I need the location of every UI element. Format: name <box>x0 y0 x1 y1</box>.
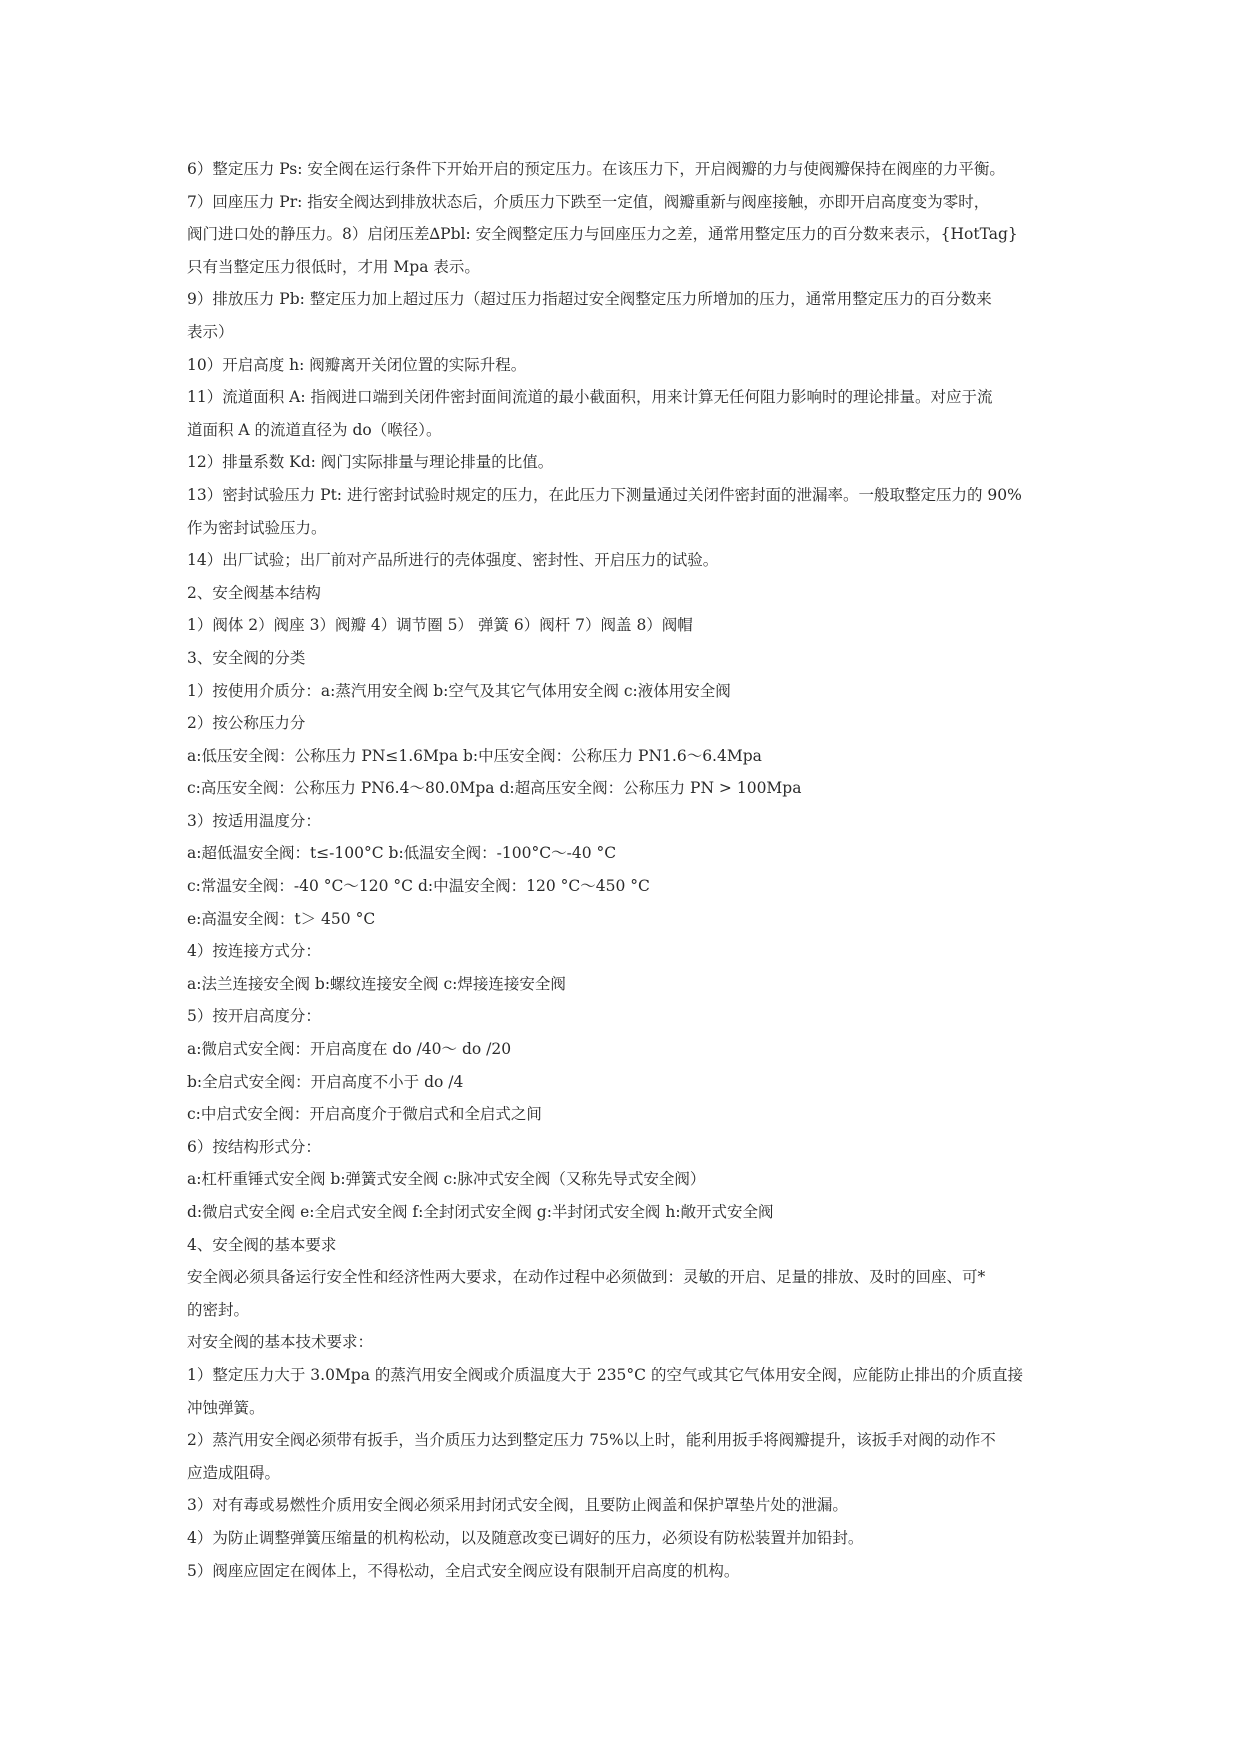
text-line: 表示） <box>187 322 234 341</box>
text-line: 12）排量系数 Kd: 阀门实际排量与理论排量的比值。 <box>187 453 554 472</box>
text-line: 4）为防止调整弹簧压缩量的机构松动，以及随意改变已调好的压力，必须设有防松装置并加铅封。 <box>187 1528 864 1547</box>
text-line: 5）按开启高度分： <box>187 1007 321 1026</box>
text-line: 6）整定压力 Ps: 安全阀在运行条件下开始开启的预定压力。在该压力下，开启阀瓣的力与使阀瓣保持在阀座的力平衡。 <box>187 160 1005 178</box>
text-line: 3）对有毒或易燃性介质用安全阀必须采用封闭式安全阀，且要防止阀盖和保护罩垫片处的泄漏。 <box>187 1496 848 1515</box>
text-line: 4）按连接方式分： <box>187 942 321 961</box>
text-line: 11）流道面积 A: 指阀进口端到关闭件密封面间流道的最小截面积，用来计算无任何阻力影响时的理论排量。对应于流 <box>187 388 993 407</box>
text-line: b:全启式安全阀：开启高度不小于 do /4 <box>187 1072 464 1091</box>
text-line: 9）排放压力 Pb: 整定压力加上超过压力（超过压力指超过安全阀整定压力所增加的压力，通常用整定压力的百分数来 <box>187 290 992 309</box>
text-line: d:微启式安全阀 e:全启式安全阀 f:全封闭式安全阀 g:半封闭式安全阀 h:敞开式安全阀 <box>187 1203 774 1221</box>
document-body <box>187 153 1067 1587</box>
text-line: 只有当整定压力很低时，才用 Mpa 表示。 <box>187 257 480 276</box>
text-line: a:低压安全阀：公称压力 PN≤1.6Mpa b:中压安全阀：公称压力 PN1.6～6.4Mpa <box>187 746 762 765</box>
text-line: 道面积 A 的流道直径为 do（喉径）。 <box>187 420 442 439</box>
text-line: 2、安全阀基本结构 <box>187 583 321 602</box>
text-line: c:常温安全阀：-40 °C～120 °C d:中温安全阀：120 °C～450 °C <box>187 877 650 896</box>
text-line: a:微启式安全阀：开启高度在 do /40～ do /20 <box>187 1040 512 1059</box>
text-line: 10）开启高度 h: 阀瓣离开关闭位置的实际升程。 <box>187 355 527 374</box>
text-line: 的密封。 <box>187 1300 250 1319</box>
text-line: 应造成阻碍。 <box>187 1463 281 1482</box>
text-line: a:杠杆重锤式安全阀 b:弹簧式安全阀 c:脉冲式安全阀（又称先导式安全阀） <box>187 1170 706 1189</box>
text-line: c:中启式安全阀：开启高度介于微启式和全启式之间 <box>187 1105 542 1124</box>
text-line: 2）按公称压力分 <box>187 714 306 733</box>
text-line: 6）按结构形式分： <box>187 1137 321 1156</box>
text-line: e:高温安全阀：t＞ 450 °C <box>187 909 376 928</box>
text-line: 5）阀座应固定在阀体上，不得松动，全启式安全阀应设有限制开启高度的机构。 <box>187 1561 740 1580</box>
text-line: a:法兰连接安全阀 b:螺纹连接安全阀 c:焊接连接安全阀 <box>187 974 566 993</box>
text-line: 3）按适用温度分： <box>187 811 321 830</box>
text-line: c:高压安全阀：公称压力 PN6.4～80.0Mpa d:超高压安全阀：公称压力 PN > 100Mpa <box>187 779 802 798</box>
text-line: 3、安全阀的分类 <box>187 648 306 667</box>
text-line: 安全阀必须具备运行安全性和经济性两大要求，在动作过程中必须做到：灵敏的开启、足量的排放、及时的回座、可* <box>187 1268 986 1287</box>
text-line: 2）蒸汽用安全阀必须带有扳手，当介质压力达到整定压力 75%以上时，能利用扳手将阀瓣提升，该扳手对阀的动作不 <box>187 1431 996 1450</box>
text-line: 4、安全阀的基本要求 <box>187 1235 337 1254</box>
text-line: 作为密封试验压力。 <box>187 518 327 537</box>
text-line: 冲蚀弹簧。 <box>187 1398 265 1417</box>
text-line: 1）整定压力大于 3.0Mpa 的蒸汽用安全阀或介质温度大于 235°C 的空气或其它气体用安全阀，应能防止排出的介质直接 <box>187 1365 1023 1384</box>
text-line: 阀门进口处的静压力。8）启闭压差∆Pbl: 安全阀整定压力与回座压力之差，通常用整定压力的百分数来表示，{HotTag} <box>187 225 1018 244</box>
text-line: 14）出厂试验；出厂前对产品所进行的壳体强度、密封性、开启压力的试验。 <box>187 551 719 570</box>
text-line: 1）阀体 2）阀座 3）阀瓣 4）调节圈 5） 弹簧 6）阀杆 7）阀盖 8）阀帽 <box>187 616 693 635</box>
text-line: 13）密封试验压力 Pt: 进行密封试验时规定的压力，在此压力下测量通过关闭件密封面的泄漏率。一般取整定压力的 90% <box>187 485 1022 504</box>
text-line: 7）回座压力 Pr: 指安全阀达到排放状态后，介质压力下跌至一定值，阀瓣重新与阀座接触，亦即开启高度变为零时， <box>187 192 990 211</box>
text-line: 1）按使用介质分：a:蒸汽用安全阀 b:空气及其它气体用安全阀 c:液体用安全阀 <box>187 681 731 700</box>
text-line: 对安全阀的基本技术要求： <box>187 1333 374 1352</box>
text-line: a:超低温安全阀：t≤-100°C b:低温安全阀：-100°C～-40 °C <box>187 844 617 863</box>
